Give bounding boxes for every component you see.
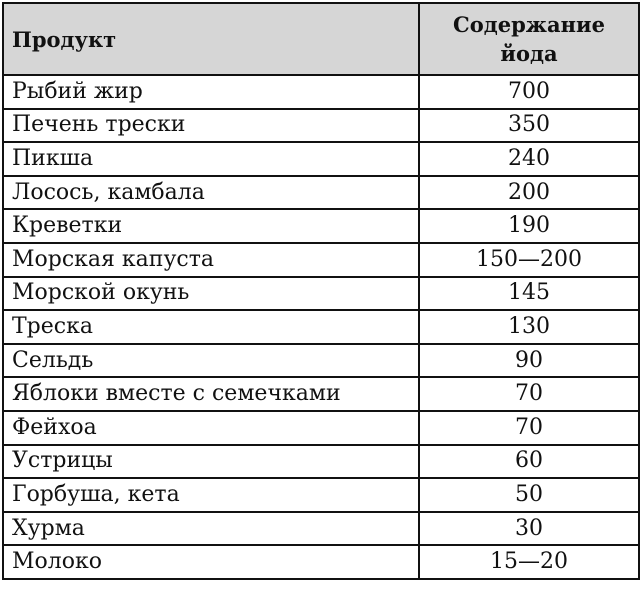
iodine-value-cell: 15—20	[419, 545, 639, 579]
iodine-value-cell: 150—200	[419, 243, 639, 277]
iodine-value-cell: 190	[419, 209, 639, 243]
column-header-iodine-line2: йода	[500, 41, 558, 66]
table-row	[3, 142, 639, 176]
product-cell: Креветки	[3, 209, 419, 243]
product-cell: Морской окунь	[3, 277, 419, 311]
iodine-value-cell: 70	[419, 377, 639, 411]
product-cell: Яблоки вместе с семечками	[3, 377, 419, 411]
iodine-value-cell: 350	[419, 109, 639, 143]
iodine-value-cell: 60	[419, 445, 639, 479]
iodine-value-cell: 700	[419, 75, 639, 109]
product-cell: Горбуша, кета	[3, 478, 419, 512]
product-cell: Рыбий жир	[3, 75, 419, 109]
iodine-value-cell: 200	[419, 176, 639, 210]
iodine-value-cell: 50	[419, 478, 639, 512]
product-cell: Печень трески	[3, 109, 419, 143]
product-cell: Лосось, камбала	[3, 176, 419, 210]
table-row	[3, 545, 639, 579]
product-cell: Морская капуста	[3, 243, 419, 277]
table-row	[3, 176, 639, 210]
iodine-content-table	[2, 2, 640, 580]
header-row	[3, 3, 639, 75]
iodine-value-cell: 30	[419, 512, 639, 546]
iodine-value-cell: 145	[419, 277, 639, 311]
product-cell: Фейхоа	[3, 411, 419, 445]
table-row	[3, 478, 639, 512]
product-cell: Хурма	[3, 512, 419, 546]
iodine-value-cell: 130	[419, 310, 639, 344]
table-row	[3, 277, 639, 311]
product-cell: Молоко	[3, 545, 419, 579]
iodine-value-cell: 90	[419, 344, 639, 378]
product-cell: Пикша	[3, 142, 419, 176]
iodine-value-cell: 70	[419, 411, 639, 445]
table-row	[3, 445, 639, 479]
product-cell: Треска	[3, 310, 419, 344]
table-row	[3, 411, 639, 445]
product-cell: Сельдь	[3, 344, 419, 378]
product-cell: Устрицы	[3, 445, 419, 479]
table-row	[3, 209, 639, 243]
table-row	[3, 75, 639, 109]
table-row	[3, 310, 639, 344]
column-header-iodine-content	[419, 3, 639, 75]
table-row	[3, 377, 639, 411]
iodine-value-cell: 240	[419, 142, 639, 176]
column-header-product: Продукт	[3, 3, 419, 75]
table-row	[3, 109, 639, 143]
column-header-iodine-line1: Содержание	[453, 12, 605, 37]
table-row	[3, 512, 639, 546]
table-row	[3, 243, 639, 277]
table-body	[3, 75, 639, 579]
table-row	[3, 344, 639, 378]
